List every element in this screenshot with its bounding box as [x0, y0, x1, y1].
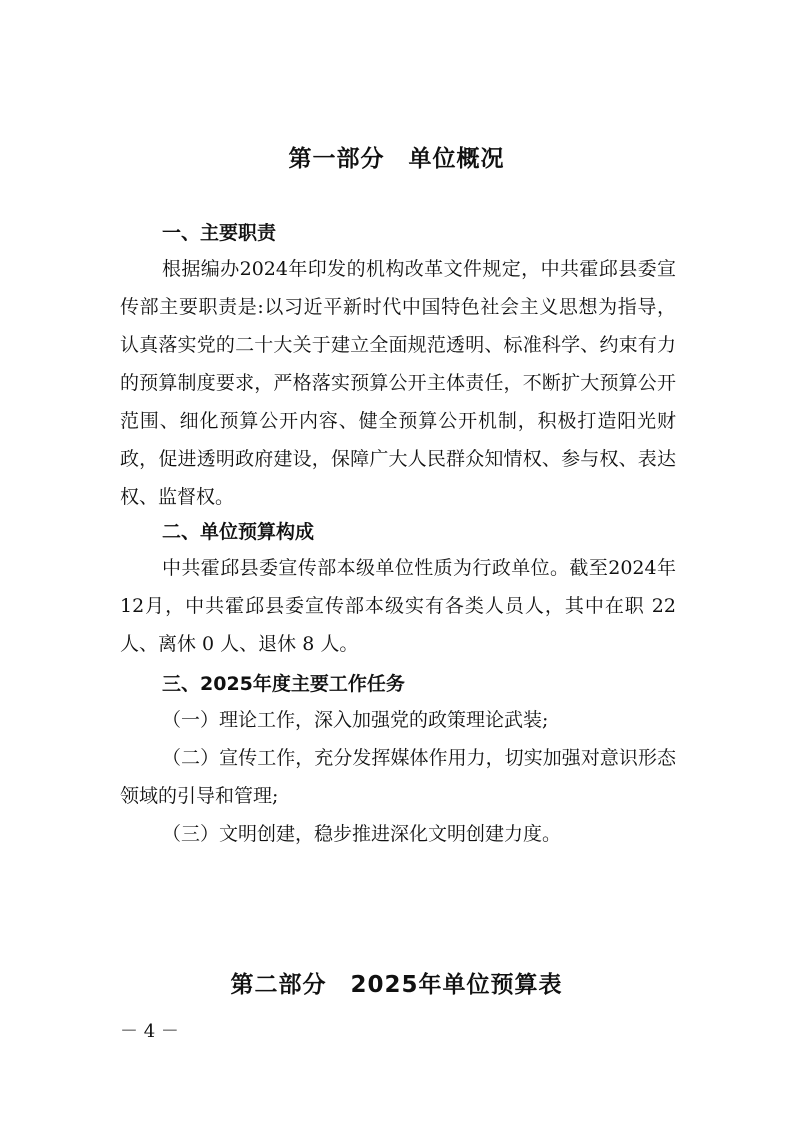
part-one-title: 第一部分 单位概况 — [288, 146, 505, 172]
section-body-budget-composition: 中共霍邱县委宣传部本级单位性质为行政单位。截至2024年12月，中共霍邱县委宣传部本级实有各类人员人，其中在职 22人、离休 0 人、退休 8 人。 — [120, 557, 676, 655]
section-heading-budget-composition: 二、单位预算构成 — [162, 521, 315, 543]
section-heading-main-duties: 一、主要职责 — [162, 222, 277, 244]
part-two-title: 第二部分 2025年单位预算表 — [230, 972, 563, 998]
task-item-publicity: （二）宣传工作，充分发挥媒体作用力，切实加强对意识形态领域的引导和管理; — [120, 747, 676, 807]
section-heading-work-tasks: 三、2025年度主要工作任务 — [162, 673, 405, 695]
section-body-main-duties: 根据编办2024年印发的机构改革文件规定，中共霍邱县委宣传部主要职责是:以习近平新时代中国特色社会主义思想为指导，认真落实党的二十大关于建立全面规范透明、标准科学、约束有力的预算制度要求，严格落实预算公开主体责任，不断扩大预算公开范围、细化预算公开内容、健全预算公开机制，积极打造阳光财政，促进透明政府建设，保障广大人民群众知情权、参与权、表达权、监督权。 — [120, 258, 676, 508]
task-item-theory: （一）理论工作，深入加强党的政策理论武装; — [162, 709, 549, 731]
task-item-civilization: （三）文明创建，稳步推进深化文明创建力度。 — [162, 823, 562, 845]
page-number: － 4 － — [120, 1021, 179, 1042]
